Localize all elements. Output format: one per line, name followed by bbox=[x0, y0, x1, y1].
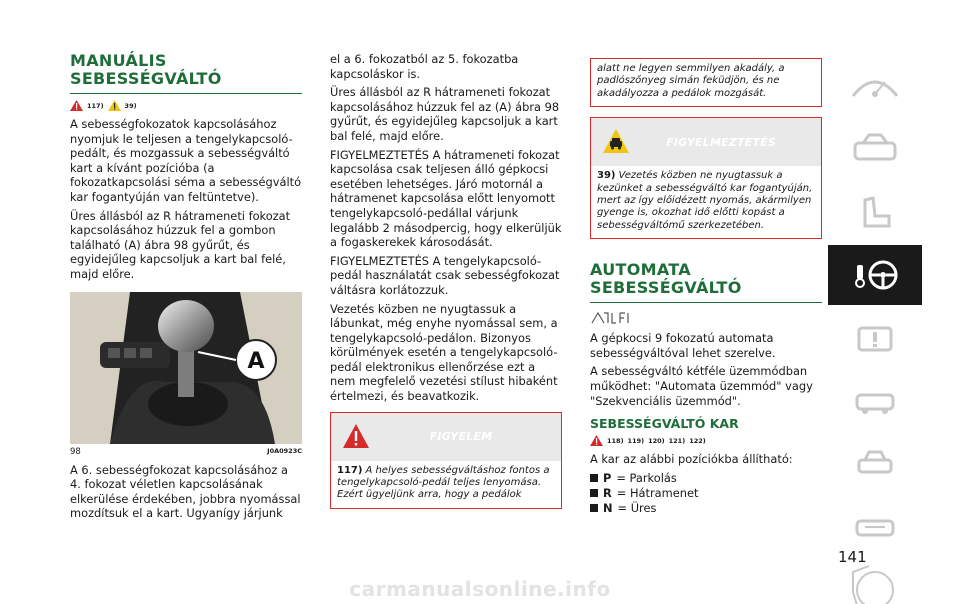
paragraph: el a 6. fokozatból az 5. fokozatba kapcsoláskor is. bbox=[330, 52, 519, 81]
car-dashboard-icon bbox=[845, 66, 905, 106]
list-item bbox=[590, 486, 822, 501]
caution-number: 39) bbox=[597, 170, 616, 182]
figure-caption bbox=[70, 447, 302, 457]
list-item bbox=[590, 501, 822, 516]
paragraph: FIGYELMEZTETÉS A tengelykapcsoló-pedál használatát csak sebességfokozat váltásra korlátozzuk. bbox=[330, 253, 560, 297]
caution-box-header bbox=[591, 118, 821, 166]
section-title-automatic-gearbox: AUTOMATA SEBESSÉGVÁLTÓ bbox=[590, 261, 822, 303]
caution-box bbox=[590, 117, 822, 239]
ref-number: 39) bbox=[124, 101, 137, 110]
automatic-transmission-icon bbox=[590, 309, 822, 327]
ref-number: 117) bbox=[87, 101, 104, 110]
warning-triangle-icon bbox=[343, 424, 369, 452]
bullet-square-icon bbox=[590, 474, 598, 482]
car-caution-icon bbox=[603, 129, 629, 157]
photo-callout-label: A bbox=[247, 348, 265, 374]
paragraph: Üres állásból az R hátrameneti fokozat kapcsolásához húzzuk fel a gombon található (A) ábra 98 gyűrűt, és egyidejűleg kapcsoljuk a kart bal felé, majd előre. bbox=[70, 208, 291, 281]
gear-key: P bbox=[603, 470, 612, 485]
subsection-title-gear-lever: SEBESSÉGVÁLTÓ KAR bbox=[590, 416, 739, 432]
tab-lights[interactable] bbox=[828, 119, 922, 179]
warning-text: A helyes sebességváltáshoz fontos a tengelykapcsoló-pedál teljes lenyomása. Ezért ügyeljünk arra, hogy a pedálok bbox=[337, 464, 550, 501]
paragraph: A kar az alábbi pozíciókba állítható: bbox=[590, 452, 793, 467]
caution-box-body bbox=[591, 166, 821, 238]
caution-triangle-icon bbox=[108, 100, 121, 111]
gear-key: R bbox=[603, 485, 612, 500]
car-crash-icon bbox=[845, 381, 905, 421]
figure-number: 98 bbox=[70, 446, 81, 457]
tab-warnings[interactable] bbox=[828, 308, 922, 368]
warning-refs bbox=[70, 100, 302, 111]
column-3 bbox=[590, 52, 822, 516]
gear-key: N bbox=[603, 500, 613, 515]
warning-box-header bbox=[331, 413, 561, 461]
warning-number: 117) bbox=[337, 464, 363, 476]
gear-lever-photo bbox=[70, 292, 302, 444]
ref-number: 119) bbox=[627, 436, 645, 445]
ref-number: 122) bbox=[689, 436, 706, 445]
gear-position-list bbox=[590, 471, 822, 516]
warning-box-label: FIGYELEM bbox=[429, 430, 493, 444]
ref-number: 121) bbox=[668, 436, 686, 445]
figure-code: J0A0923C bbox=[267, 446, 302, 455]
paragraph: Üres állásból az R hátrameneti fokozat kapcsolásához húzzuk fel az (A) ábra 98 gyűrűt, és egyidejűleg kapcsoljuk a kart bal felé, majd előre. bbox=[330, 85, 560, 143]
tab-seats[interactable] bbox=[828, 182, 922, 242]
car-seat-icon bbox=[845, 192, 905, 232]
car-lights-icon bbox=[845, 129, 905, 169]
paragraph: A sebességváltó kétféle üzemmódban működhet: "Automata üzemmód" vagy "Szekvenciális üzemmód". bbox=[590, 364, 813, 408]
paragraph: A 6. sebességfokozat kapcsolásához a 4. fokozat véletlen kapcsolásának elkerülése érdekében, jobbra nyomással mozdítsuk el a kart. Ugyanígy járjunk bbox=[70, 462, 301, 521]
car-repair-icon bbox=[845, 444, 905, 484]
tab-starting-driving[interactable] bbox=[828, 245, 922, 305]
tab-emergency[interactable] bbox=[828, 371, 922, 431]
chapter-tabs bbox=[828, 56, 922, 604]
key-steering-wheel-icon bbox=[845, 255, 905, 295]
paragraph: Vezetés közben ne nyugtassuk a lábunkat, még enyhe nyomással sem, a tengelykapcsoló-pedálon. Bizonyos körülmények esetén a tengelykapcsoló-pedál elektronikus ellenőrzése ezt a nem megfelelő vezetési stílust hibaként értelmezi, és beavatkozik. bbox=[330, 301, 558, 404]
list-item bbox=[590, 471, 822, 486]
paragraph: A sebességfokozatok kapcsolásához nyomjuk le teljesen a tengelykapcsoló-pedált, és mozgassuk a sebességváltó kart a kívánt pozícióba (a fokozatkapcsolási séma a sebességváltó kar fogantyúján van feltüntetve). bbox=[70, 117, 302, 204]
caution-box-label: FIGYELMEZTETÉS bbox=[666, 135, 776, 149]
warning-box bbox=[330, 412, 562, 509]
gear-text: = Hátramenet bbox=[616, 485, 699, 500]
warning-box-body bbox=[331, 461, 561, 508]
paragraph: A gépkocsi 9 fokozatú automata sebességváltóval lehet szerelve. bbox=[590, 331, 776, 360]
page-number: 141 bbox=[838, 548, 867, 566]
warning-continuation: alatt ne legyen semmilyen akadály, a padlószőnyeg simán feküdjön, és ne akadályozza a pedálok mozgását. bbox=[590, 58, 822, 107]
bullet-square-icon bbox=[590, 504, 598, 512]
bullet-square-icon bbox=[590, 489, 598, 497]
column-1 bbox=[70, 52, 302, 525]
section-title-manual-gearbox: MANUÁLIS SEBESSÉGVÁLTÓ bbox=[70, 52, 302, 94]
gear-text: = Üres bbox=[617, 500, 657, 515]
car-specs-icon bbox=[845, 507, 905, 547]
caution-text: Vezetés közben ne nyugtassuk a kezünket a sebességváltó kar fogantyúján, mert az így előidézett nyomás, akármilyen gyenge is, okozhat idő előtti kopást a sebességváltómű szerkezetében. bbox=[597, 170, 813, 231]
column-2 bbox=[330, 52, 562, 509]
tab-maintenance[interactable] bbox=[828, 434, 922, 494]
car-warning-icon bbox=[845, 318, 905, 358]
paragraph: FIGYELMEZTETÉS A hátrameneti fokozat kapcsolása csak teljesen álló gépkocsi esetében lehetséges. Járó motornál a hátramenet kapcsolása előtt lenyomott tengelykapcsoló-pedállal várjunk legalább 2 másodpercig, hogy elkerüljük a fogaskerekek károsodását. bbox=[330, 147, 562, 250]
tab-dashboard[interactable] bbox=[828, 56, 922, 116]
ref-number: 120) bbox=[648, 436, 665, 445]
warning-triangle-icon bbox=[590, 435, 603, 446]
gear-text: = Parkolás bbox=[616, 470, 677, 485]
ref-number: 118) bbox=[607, 436, 624, 445]
warning-triangle-icon bbox=[70, 100, 83, 111]
watermark: carmanualsonline.info bbox=[349, 577, 611, 601]
warning-refs bbox=[590, 435, 822, 446]
